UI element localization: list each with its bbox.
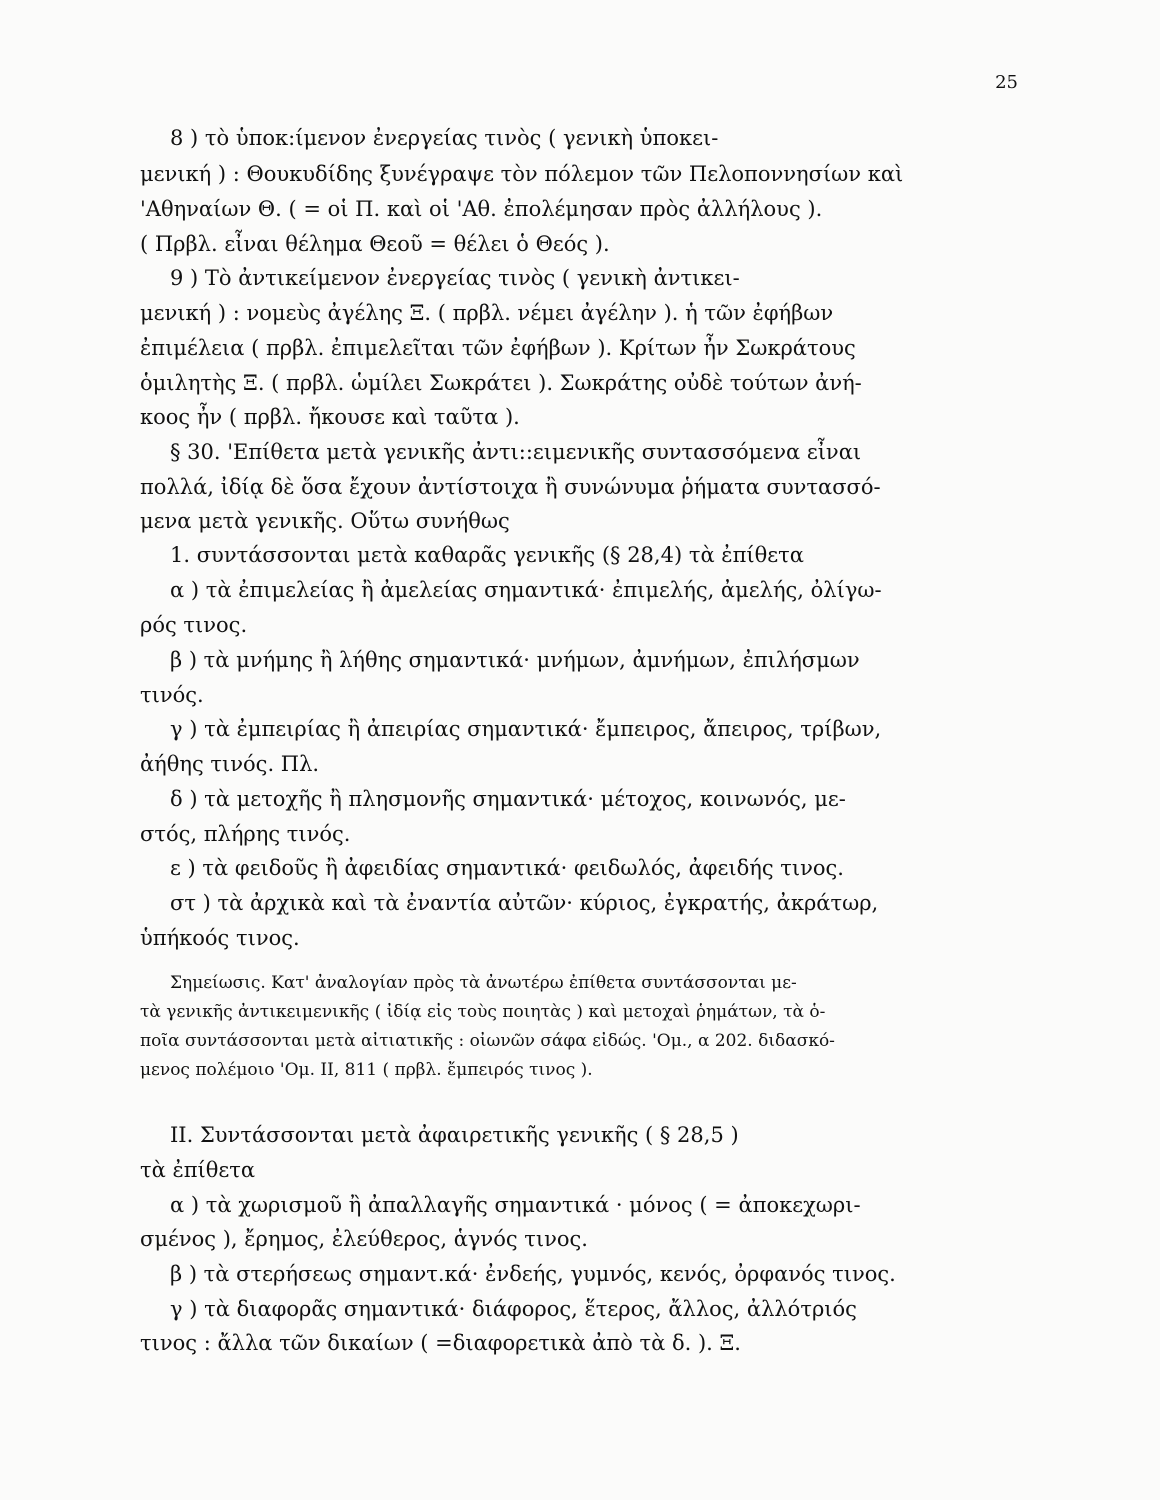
text-line: ε ) τὰ φειδοῦς ἢ ἀφειδίας σημαντικά· φειδωλός, ἀφειδής τινος. [170,856,844,880]
text-line: τινός. [140,683,204,707]
text-line: δ ) τὰ μετοχῆς ἢ πλησμονῆς σημαντικά· μέτοχος, κοινωνός, με- [170,787,846,811]
text-line: ὁμιλητὴς Ξ. ( πρβλ. ὡμίλει Σωκράτει ). Σωκράτης οὐδὲ τούτων ἀνή- [140,371,862,395]
text-line: στός, πλήρης τινός. [140,822,351,846]
text-line: ἀήθης τινός. Πλ. [140,752,320,776]
text-line: ὑπήκοός τινος. [140,926,300,950]
text-line: μενική ) : Θουκυδίδης ξυνέγραψε τὸν πόλεμον τῶν Πελοποννησίων καὶ [140,162,904,186]
text-line: 1. συντάσσονται μετὰ καθαρᾶς γενικῆς (§ 28,4) τὰ ἐπίθετα [170,543,804,567]
text-line: ρός τινος. [140,613,248,637]
section-heading: § 30. 'Επίθετα μετὰ γενικῆς ἀντι::ειμενικῆς συντασσόμενα εἶναι [170,440,862,464]
text-line: πολλά, ἰδίᾳ δὲ ὅσα ἔχουν ἀντίστοιχα ἢ συνώνυμα ῥήματα συντασσό- [140,475,881,499]
text-line: ( Πρβλ. εἶναι θέλημα Θεοῦ = θέλει ὁ Θεός ). [140,232,610,256]
section-heading: ΙΙ. Συντάσσονται μετὰ ἀφαιρετικῆς γενικῆς ( § 28,5 ) [170,1123,739,1147]
text-line: γ ) τὰ διαφορᾶς σημαντικά· διάφορος, ἕτερος, ἄλλος, ἀλλότριός [170,1297,857,1321]
text-line: τὰ ἐπίθετα [140,1158,256,1182]
text-line: 8 ) τὸ ὑποκ:ίμενον ἐνεργείας τινὸς ( γενικὴ ὑποκει- [170,126,719,150]
text-line: β ) τὰ στερήσεως σημαντ.κά· ἐνδεής, γυμνός, κενός, ὀρφανός τινος. [170,1262,896,1286]
text-line: α ) τὰ χωρισμοῦ ἢ ἀπαλλαγῆς σημαντικά · μόνος ( = ἀποκεχωρι- [170,1193,861,1217]
text-line: μενα μετὰ γενικῆς. Οὕτω συνήθως [140,509,510,533]
text-line: μενική ) : νομεὺς ἀγέλης Ξ. ( πρβλ. νέμει ἀγέλην ). ἡ τῶν ἐφήβων [140,301,834,325]
text-line: 'Αθηναίων Θ. ( = οἱ Π. καὶ οἱ 'Αθ. ἐπολέμησαν πρὸς ἀλλήλους ). [140,197,823,221]
note-line: Σημείωσις. Κατ' ἀναλογίαν πρὸς τὰ ἀνωτέρω ἐπίθετα συντάσσονται με- [170,973,797,993]
text-line: σμένος ), ἔρημος, ἐλεύθερος, ἁγνός τινος. [140,1227,588,1251]
note-line: ποῖα συντάσσονται μετὰ αἰτιατικῆς : οἰωνῶν σάφα εἰδώς. 'Ομ., α 202. διδασκό- [140,1031,835,1051]
page-number: 25 [995,72,1018,93]
text-line: α ) τὰ ἐπιμελείας ἢ ἀμελείας σημαντικά· ἐπιμελής, ἀμελής, ὀλίγω- [170,578,882,602]
text-line: στ ) τὰ ἀρχικὰ καὶ τὰ ἐναντία αὐτῶν· κύριος, ἐγκρατής, ἀκράτωρ, [170,891,879,915]
text-line: 9 ) Τὸ ἀντικείμενον ἐνεργείας τινὸς ( γενικὴ ἀντικει- [170,266,740,290]
note-line: τὰ γενικῆς ἀντικειμενικῆς ( ἰδίᾳ εἰς τοὺς ποιητὰς ) καὶ μετοχαὶ ῥημάτων, τὰ ὁ- [140,1002,826,1022]
text-line: ἐπιμέλεια ( πρβλ. ἐπιμελεῖται τῶν ἐφήβων ). Κρίτων ἦν Σωκράτους [140,336,856,360]
text-line: γ ) τὰ ἐμπειρίας ἢ ἀπειρίας σημαντικά· ἔμπειρος, ἄπειρος, τρίβων, [170,717,882,741]
note-line: μενος πολέμοιο 'Ομ. ΙΙ, 811 ( πρβλ. ἔμπειρός τινος ). [140,1060,593,1080]
text-line: κοος ἦν ( πρβλ. ἤκουσε καὶ ταῦτα ). [140,405,520,429]
text-line: τινος : ἄλλα τῶν δικαίων ( =διαφορετικὰ ἀπὸ τὰ δ. ). Ξ. [140,1331,741,1355]
text-line: β ) τὰ μνήμης ἢ λήθης σημαντικά· μνήμων, ἀμνήμων, ἐπιλήσμων [170,648,860,672]
